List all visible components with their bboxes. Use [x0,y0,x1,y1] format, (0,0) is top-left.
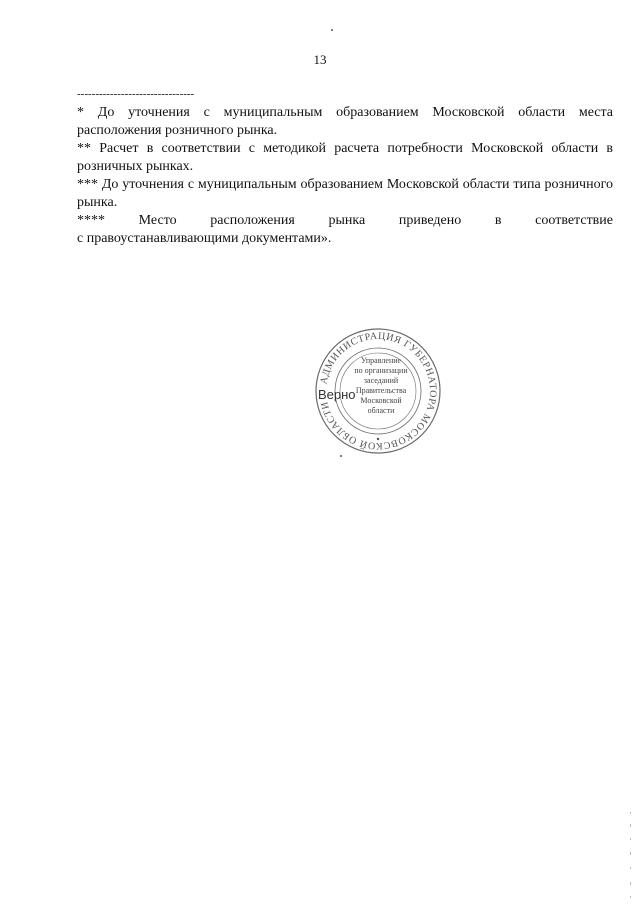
footnote-4-line-2: с правоустанавливающими документами». [77,231,332,246]
certification-label: Верно [318,387,356,402]
scan-speck [331,29,333,31]
seal-line-4: Правительства [355,386,407,395]
footnote-4-line-1: **** Место расположения рынка приведено в соответствие [77,213,613,228]
seal-line-6: области [367,406,395,415]
footnote-2: ** Расчет в соответствии с методикой расчета потребности Московской области в розничных рынках. [77,141,613,174]
footnotes [77,104,613,248]
seal-line-1: Управление [360,356,402,365]
seal-inner-text [344,356,418,416]
scan-edge-marks [629,812,633,902]
footnote-3: *** До уточнения с муниципальным образованием Московской области типа розничного рынка. [77,177,613,210]
seal-line-3: заседаний [363,376,399,385]
seal-line-2: по организации [354,366,408,375]
page-number: 13 [313,52,327,67]
footnote-separator: -------------------------------- [77,88,195,100]
seal-ring-text: АДМИНИСТРАЦИЯ ГУБЕРНАТОРА МОСКОВСКОЙ ОБЛАСТИ [318,330,439,452]
footnote-1: * До уточнения с муниципальным образованием Московской области места расположения розничного рынка. [77,105,613,138]
scan-speck [340,455,342,457]
seal-line-5: Московской [360,396,402,405]
